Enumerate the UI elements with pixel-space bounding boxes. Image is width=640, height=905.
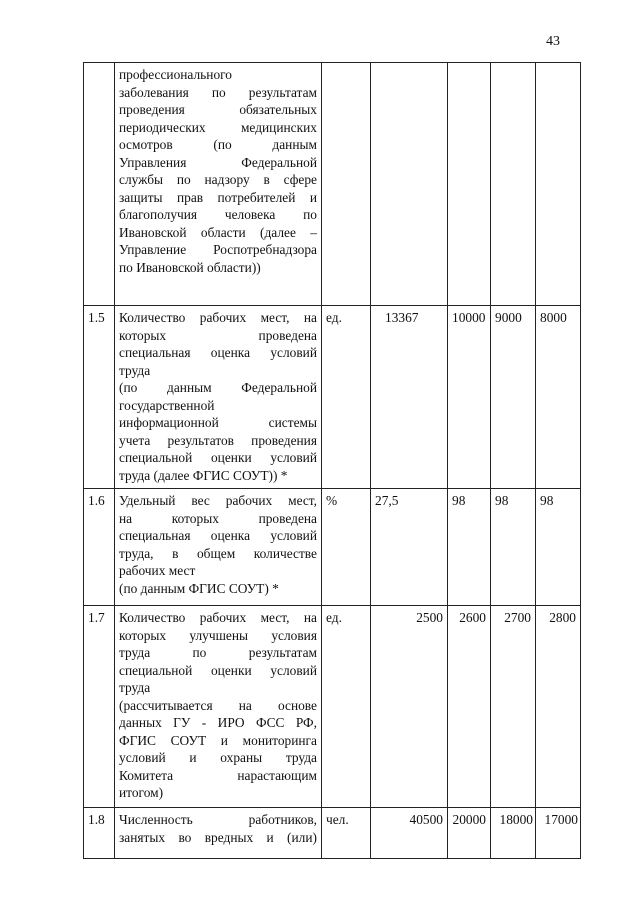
- unit-cell: ед.: [322, 306, 371, 489]
- value-cell: 98: [448, 489, 491, 606]
- description-line: Количество рабочих мест, на: [119, 610, 317, 625]
- value-cell: 17000: [536, 808, 581, 859]
- description-line: занятых во вредных и (или): [119, 829, 317, 845]
- value-cell: 8000: [536, 306, 581, 489]
- row-number: [84, 63, 115, 306]
- indicator-description: [115, 489, 322, 606]
- description-line: специальной оценки условий: [119, 450, 317, 465]
- unit-cell: [322, 63, 371, 306]
- row-number: 1.7: [84, 606, 115, 808]
- description-line: благополучия человека по: [119, 207, 317, 222]
- indicator-description: [115, 306, 322, 489]
- value-cell: 2500: [371, 606, 448, 808]
- value-cell: 18000: [491, 808, 536, 859]
- description-line: специальная оценка условий: [119, 345, 317, 360]
- description-line: Удельный вес рабочих мест,: [119, 493, 317, 508]
- table-row: [84, 606, 581, 808]
- value-cell: 2700: [491, 606, 536, 808]
- indicators-table: [83, 62, 581, 859]
- row-number: 1.6: [84, 489, 115, 606]
- description-line: службы по надзору в сфере: [119, 172, 317, 187]
- value-cell: 40500: [371, 808, 448, 859]
- unit-cell: %: [322, 489, 371, 606]
- description-line: защиты прав потребителей и: [119, 189, 317, 205]
- description-line: (по данным Федеральной: [119, 380, 317, 395]
- value-cell: [371, 63, 448, 306]
- description-line: Комитета нарастающим: [119, 767, 317, 783]
- value-cell: 9000: [491, 306, 536, 489]
- description-line: труда, в общем количестве: [119, 545, 317, 561]
- table-row: [84, 63, 581, 306]
- table-row: [84, 489, 581, 606]
- value-cell: 20000: [448, 808, 491, 859]
- value-cell: 13367: [371, 306, 448, 489]
- indicator-description: [115, 63, 322, 306]
- value-cell: 2800: [536, 606, 581, 808]
- description-line: учета результатов проведения: [119, 432, 317, 448]
- value-cell: [491, 63, 536, 306]
- description-line: на которых проведена: [119, 510, 317, 526]
- value-cell: [448, 63, 491, 306]
- table-row: [84, 306, 581, 489]
- indicator-description: [115, 606, 322, 808]
- unit-cell: ед.: [322, 606, 371, 808]
- row-number: 1.8: [84, 808, 115, 859]
- value-cell: 98: [491, 489, 536, 606]
- description-line: которых улучшены условия: [119, 627, 317, 643]
- description-line: итогом): [119, 785, 164, 800]
- value-cell: 98: [536, 489, 581, 606]
- description-line: труда: [119, 362, 151, 378]
- description-line: по Ивановской области)): [119, 259, 261, 275]
- description-line: труда по результатам: [119, 645, 317, 660]
- description-line: заболевания по результатам: [119, 84, 317, 100]
- description-line: ФГИС СОУТ и мониторинга: [119, 732, 317, 748]
- value-cell: 27,5: [371, 489, 448, 606]
- description-line: Ивановской области (далее –: [119, 224, 317, 240]
- description-line: специальной оценки условий: [119, 662, 317, 678]
- value-cell: 10000: [448, 306, 491, 489]
- description-line: (по данным ФГИС СОУТ) *: [119, 580, 279, 596]
- description-line: специальная оценка условий: [119, 528, 317, 543]
- unit-cell: чел.: [322, 808, 371, 859]
- table-row: [84, 808, 581, 859]
- page-number: 43: [546, 34, 560, 49]
- description-line: которых проведена: [119, 327, 317, 343]
- description-line: Управления Федеральной: [119, 154, 317, 170]
- description-line: информационной системы: [119, 415, 317, 430]
- description-line: Численность работников,: [119, 812, 317, 827]
- row-number: 1.5: [84, 306, 115, 489]
- description-line: труда (далее ФГИС СОУТ)) *: [119, 467, 288, 483]
- value-cell: 2600: [448, 606, 491, 808]
- value-cell: [536, 63, 581, 306]
- indicator-description: [115, 808, 322, 859]
- description-line: условий и охраны труда: [119, 750, 317, 765]
- description-line: осмотров (по данным: [119, 137, 317, 152]
- description-line: Количество рабочих мест, на: [119, 310, 317, 325]
- description-line: профессионального: [119, 67, 232, 82]
- description-line: проведения обязательных: [119, 102, 317, 117]
- description-line: периодических медицинских: [119, 119, 317, 135]
- description-line: (рассчитывается на основе: [119, 697, 317, 713]
- description-line: труда: [119, 680, 151, 695]
- description-line: данных ГУ - ИРО ФСС РФ,: [119, 715, 317, 730]
- description-line: Управление Роспотребнадзора: [119, 242, 317, 257]
- description-line: рабочих мест: [119, 563, 196, 578]
- description-line: государственной: [119, 397, 215, 413]
